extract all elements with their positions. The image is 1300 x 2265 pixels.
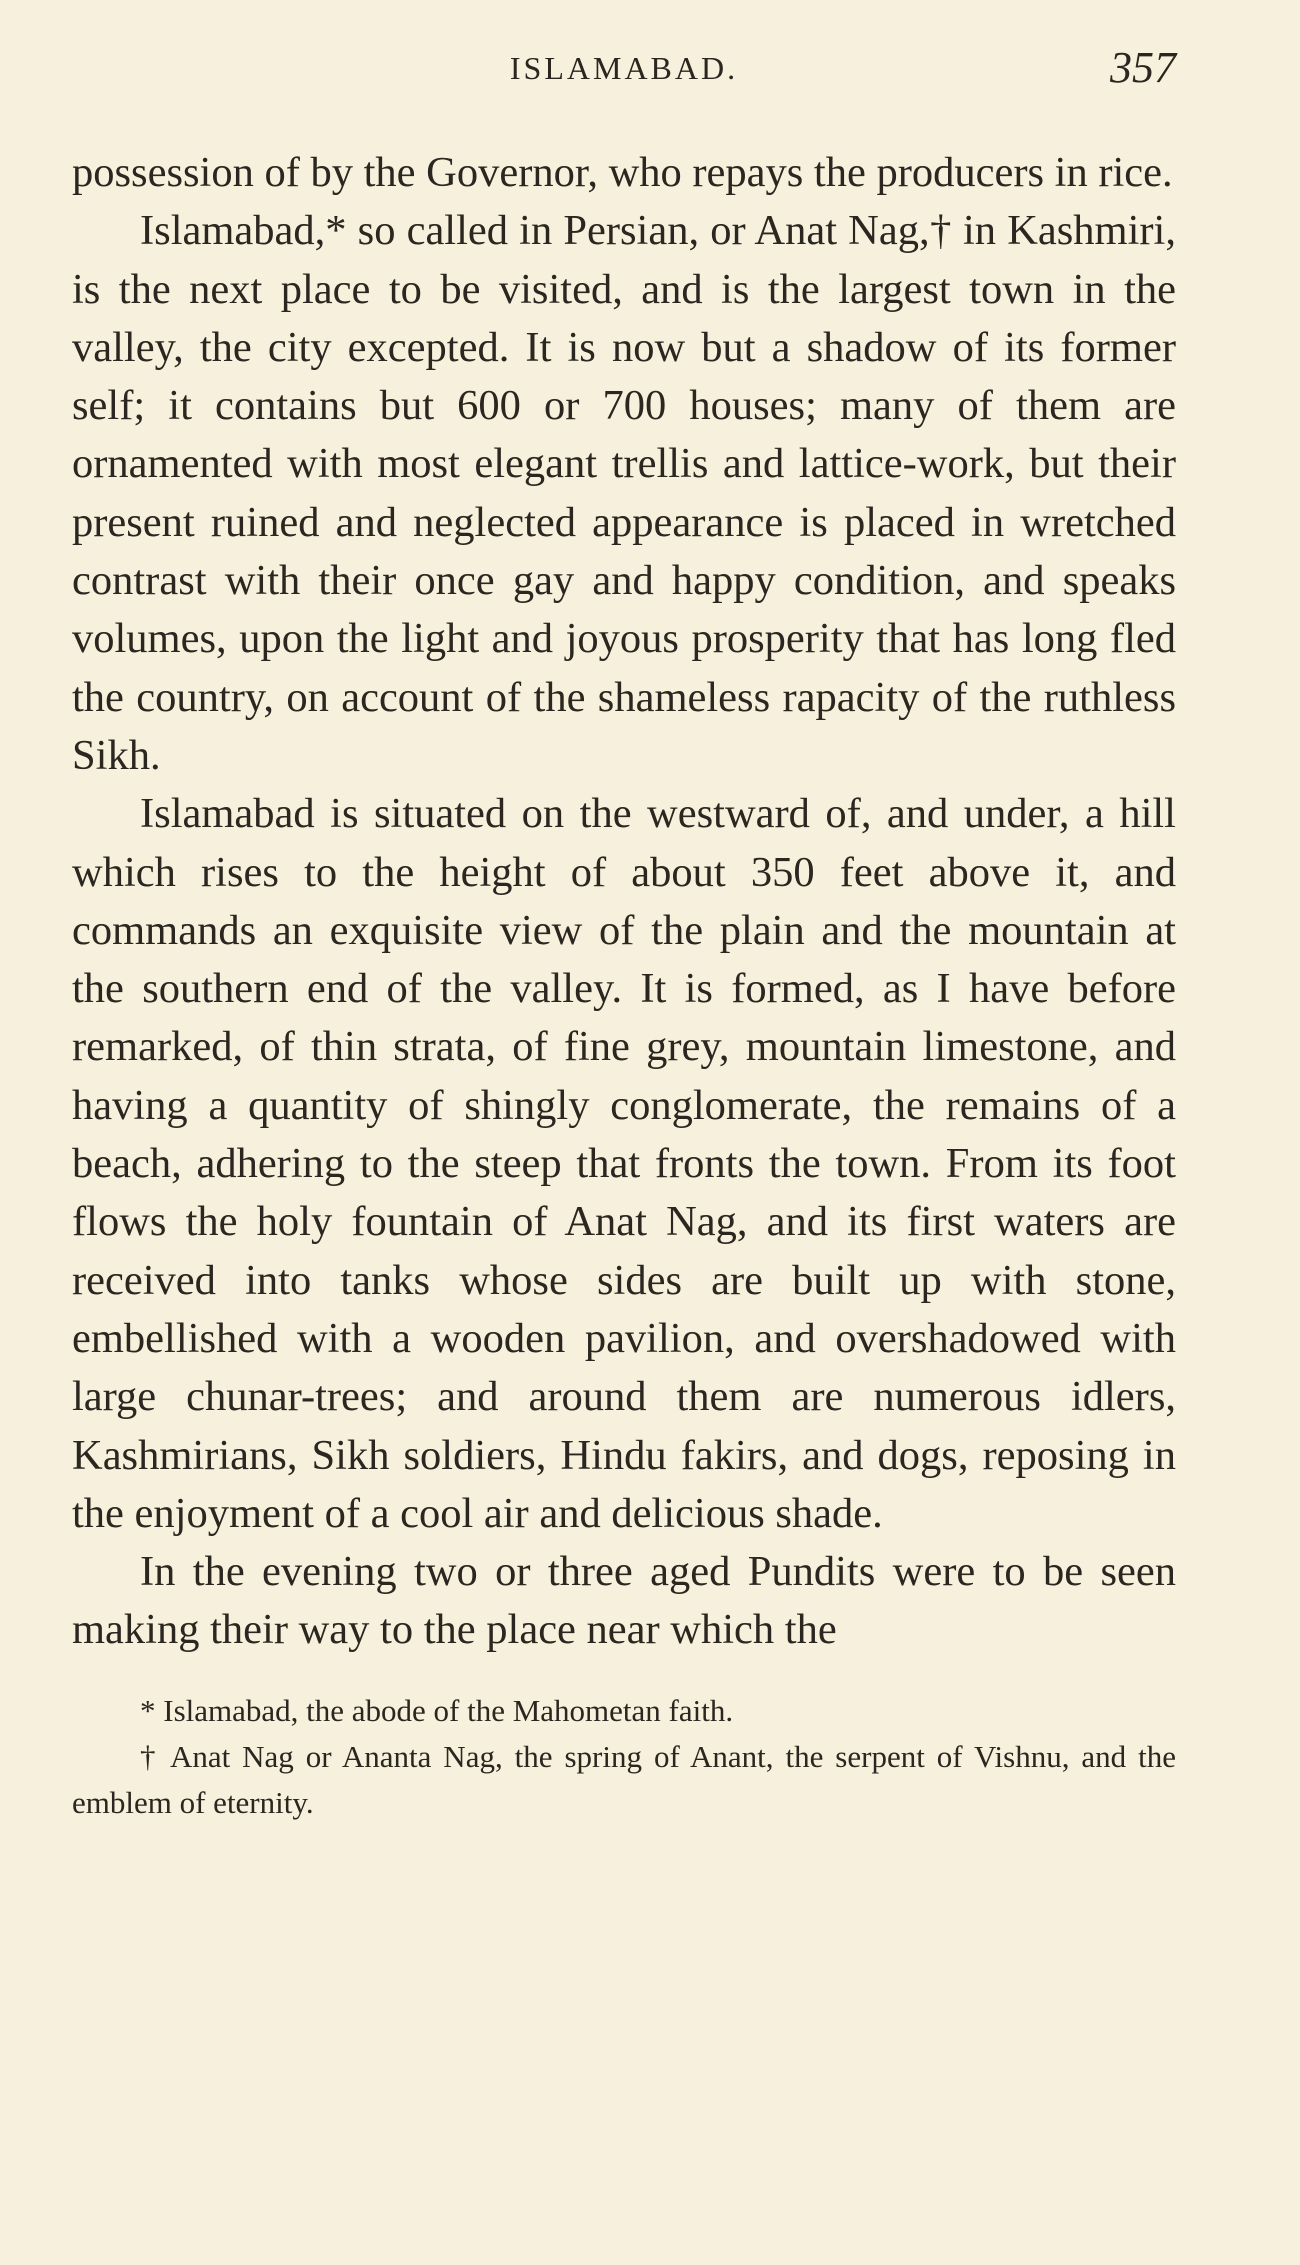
- paragraph-islamabad-situation: Islamabad is situated on the westward of, and under, a hill which rises to the height of about 350 feet above it, and commands an exquisite view of the plain and the mountain at the southern end of the valley. It is formed, as I have before remarked, of thin strata, of fine grey, mountain limestone, and having a quantity of shingly conglomerate, the remains of a beach, adhering to the steep that fronts the town. From its foot flows the holy fountain of Anat Nag, and its first waters are received into tanks whose sides are built up with stone, embellished with a wooden pavilion, and overshadowed with large chunar-trees; and around them are numerous idlers, Kashmirians, Sikh soldiers, Hindu fakirs, and dogs, reposing in the enjoyment of a cool air and delicious shade.: [72, 790, 1176, 1537]
- footnotes: [72, 1688, 1176, 1826]
- running-head: [72, 40, 1176, 130]
- book-page: [72, 40, 1176, 1826]
- page-number: 357: [1110, 43, 1176, 92]
- body-text: [72, 144, 1176, 1660]
- paragraph-continuation: possession of by the Governor, who repays the producers in rice.: [72, 149, 1173, 196]
- paragraph-islamabad-intro: Islamabad,* so called in Persian, or Anat Nag,† in Kashmiri, is the next place to be visited, and is the largest town in the valley, the city excepted. It is now but a shadow of its former self; it contains but 600 or 700 houses; many of them are ornamented with most elegant trellis and lattice-work, but their present ruined and neglected appearance is placed in wretched contrast with their once gay and happy condition, and speaks volumes, upon the light and joyous prosperity that has long fled the country, on account of the shameless rapacity of the ruthless Sikh.: [72, 207, 1176, 779]
- running-title: ISLAMABAD.: [509, 50, 739, 86]
- footnote-asterisk: * Islamabad, the abode of the Mahometan faith.: [140, 1692, 734, 1728]
- paragraph-evening-pundits: In the evening two or three aged Pundits were to be seen making their way to the place near which the: [72, 1548, 1176, 1654]
- footnote-dagger: † Anat Nag or Ananta Nag, the spring of Anant, the serpent of Vishnu, and the emblem of eternity.: [72, 1738, 1176, 1820]
